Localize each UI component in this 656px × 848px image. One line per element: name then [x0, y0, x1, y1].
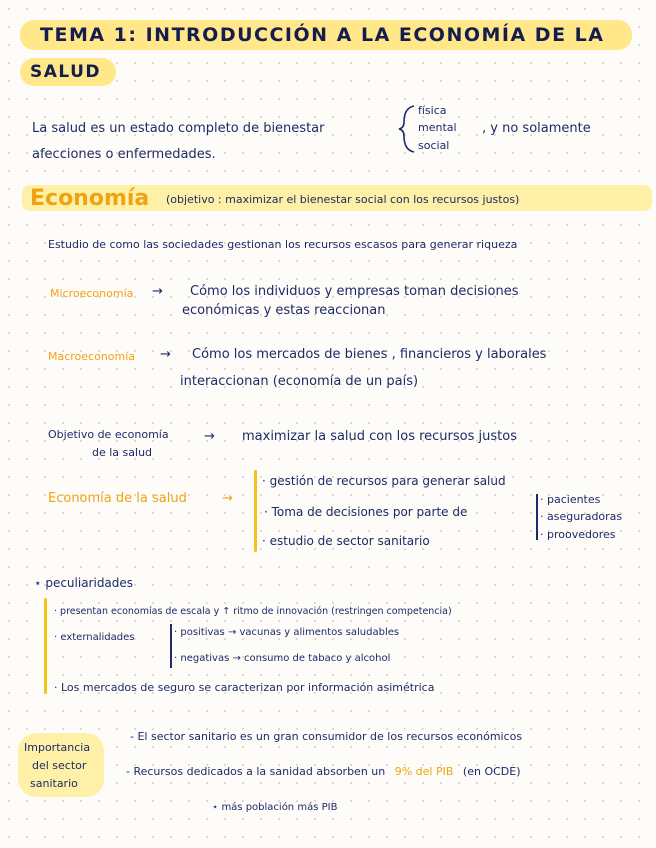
externalidad-positiva: · positivas → vacunas y alimentos saludables: [174, 627, 400, 638]
economia-salud-arrow: →: [222, 491, 233, 506]
macro-label: Macroeconomía: [48, 350, 136, 363]
importancia-label-3: sanitario: [30, 777, 78, 790]
economia-salud-item-1: · gestión de recursos para generar salud: [262, 474, 506, 488]
importancia-item-2: [126, 765, 521, 778]
peculiaridad-3: · Los mercados de seguro se caracterizan por información asimétrica: [54, 681, 435, 694]
objetivo-label-1: Objetivo de economía: [48, 428, 169, 441]
actors-bracket: [536, 494, 538, 540]
economia-salud-label: Economía de la salud: [48, 491, 187, 506]
economia-heading: Economía: [30, 186, 150, 211]
importancia-pib-highlight: 9% del PIB: [394, 765, 454, 778]
peculiaridades-heading: ⋆ peculiaridades: [34, 576, 134, 590]
micro-arrow: →: [152, 284, 163, 299]
definition-text: La salud es un estado completo de bienestar: [32, 121, 325, 136]
actor-2: · aseguradoras: [540, 510, 623, 523]
definition-option-1: física: [418, 104, 447, 117]
objetivo-label-2: de la salud: [92, 446, 153, 459]
definition-option-2: mental: [418, 121, 457, 134]
peculiaridades-bracket: [44, 598, 47, 694]
definition-option-3: social: [418, 139, 450, 152]
actor-3: · proovedores: [540, 528, 616, 541]
micro-line2: económicas y estas reaccionan: [182, 303, 386, 318]
importancia-item-2-text: - Recursos dedicados a la sanidad absorben un: [126, 765, 386, 778]
economia-objective: (objetivo : maximizar el bienestar social con los recursos justos): [166, 193, 520, 206]
macro-arrow: →: [160, 347, 171, 362]
objetivo-arrow: →: [204, 429, 215, 444]
importancia-item-2-post: (en OCDE): [462, 765, 521, 778]
economia-salud-item-2: · Toma de decisiones por parte de: [264, 505, 468, 519]
importancia-item-1: - El sector sanitario es un gran consumidor de los recursos económicos: [130, 730, 523, 743]
economia-study: Estudio de como las sociedades gestionan los recursos escasos para generar riqueza: [48, 238, 518, 251]
externalidad-negativa: · negativas → consumo de tabaco y alcohol: [174, 653, 391, 664]
importancia-note: ⋆ más población más PIB: [212, 802, 338, 813]
economia-salud-bracket: [254, 470, 257, 552]
micro-line1: Cómo los individuos y empresas toman decisiones: [190, 284, 519, 299]
externalidades-label: · externalidades: [54, 632, 135, 643]
definition-text-b: , y no solamente: [482, 121, 591, 136]
micro-label: Microeconomía: [50, 287, 134, 300]
economia-salud-item-3: · estudio de sector sanitario: [262, 534, 430, 548]
definition-text-c: afecciones o enfermedades.: [32, 147, 216, 162]
externalidades-bracket: [170, 624, 172, 668]
peculiaridad-1: · presentan economías de escala y ↑ ritmo de innovación (restringen competencia): [54, 606, 452, 617]
objetivo-text: maximizar la salud con los recursos justos: [242, 429, 517, 444]
page-title-line2: SALUD: [30, 62, 102, 82]
actor-1: · pacientes: [540, 493, 601, 506]
brace-icon: [398, 104, 418, 154]
importancia-label-1: Importancia: [24, 741, 91, 754]
page-title: TEMA 1: INTRODUCCIÓN A LA ECONOMÍA DE LA: [40, 24, 605, 46]
macro-line1: Cómo los mercados de bienes , financieros y laborales: [192, 347, 547, 362]
importancia-label-2: del sector: [32, 759, 87, 772]
macro-line2: interaccionan (economía de un país): [180, 374, 419, 389]
